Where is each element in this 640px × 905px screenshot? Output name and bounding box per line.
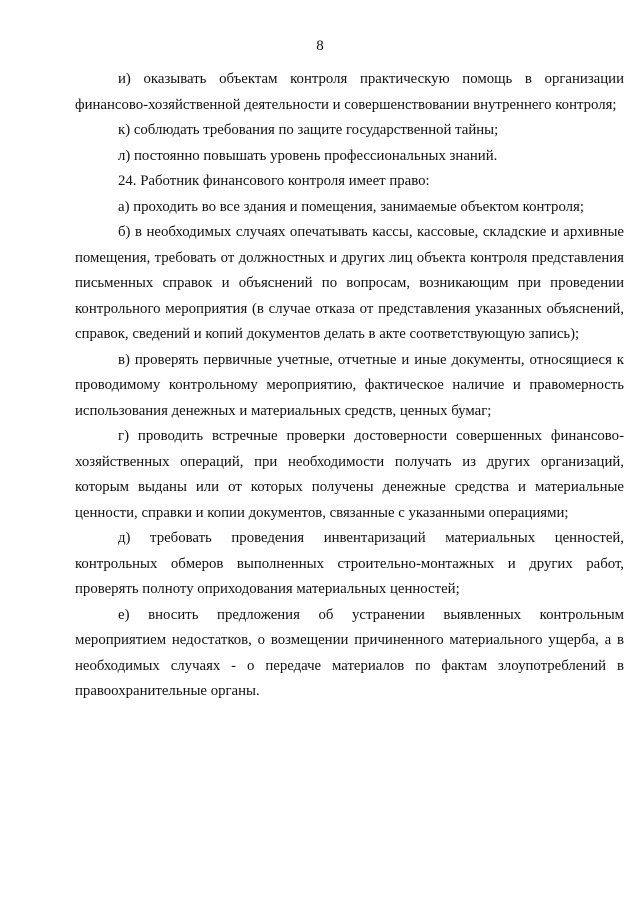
paragraph-section-24: 24. Работник финансового контроля имеет право:: [118, 173, 430, 189]
paragraph-item-d: д) требовать проведения инвентаризаций материальных ценностей, контрольных обмеров выполненных строительно-монтажных и других работ, проверять полноту оприходования материальных ценностей;: [75, 530, 624, 597]
paragraph-item-a: а) проходить во все здания и помещения, занимаемые объектом контроля;: [118, 198, 584, 215]
paragraph-item-i: и) оказывать объектам контроля практическую помощь в организации финансово-хозяйственной деятельности и совершенствовании внутреннего контроля;: [75, 71, 624, 113]
paragraph-item-k: к) соблюдать требования по защите государственной тайны;: [118, 122, 499, 138]
paragraph-item-g: г) проводить встречные проверки достоверности совершенных финансово-хозяйственных операций, при необходимости получать из других организаций, которым выданы или от которых получены денежные средства и материальные ценности, справки и копии документов, связанные с указанными операциями;: [75, 428, 624, 521]
paragraph-item-e: е) вносить предложения об устранении выявленных контрольным мероприятием недостатков, о возмещении причиненного материального ущерба, а в необходимых случаях - о передаче материалов по фактам злоупотреблений в правоохранительные органы.: [75, 606, 624, 699]
page-number: 8: [316, 38, 324, 54]
paragraph-item-v: в) проверять первичные учетные, отчетные и иные документы, относящиеся к проводимому контрольному мероприятию, фактическое наличие и правомерность использования денежных и материальных средств, ценных бумаг;: [75, 351, 624, 419]
paragraph-item-b: б) в необходимых случаях опечатывать кассы, кассовые, складские и архивные помещения, требовать от должностных и других лиц объекта контроля представления письменных справок и объяснений по вопросам, возникающим при проведении контрольного мероприятия (в случае отказа от представления указанных объяснений, справок, сведений и копий документов делать в акте соответствующую запись);: [75, 224, 624, 342]
paragraph-item-l: л) постоянно повышать уровень профессиональных знаний.: [118, 147, 498, 164]
document-body: [75, 67, 624, 705]
